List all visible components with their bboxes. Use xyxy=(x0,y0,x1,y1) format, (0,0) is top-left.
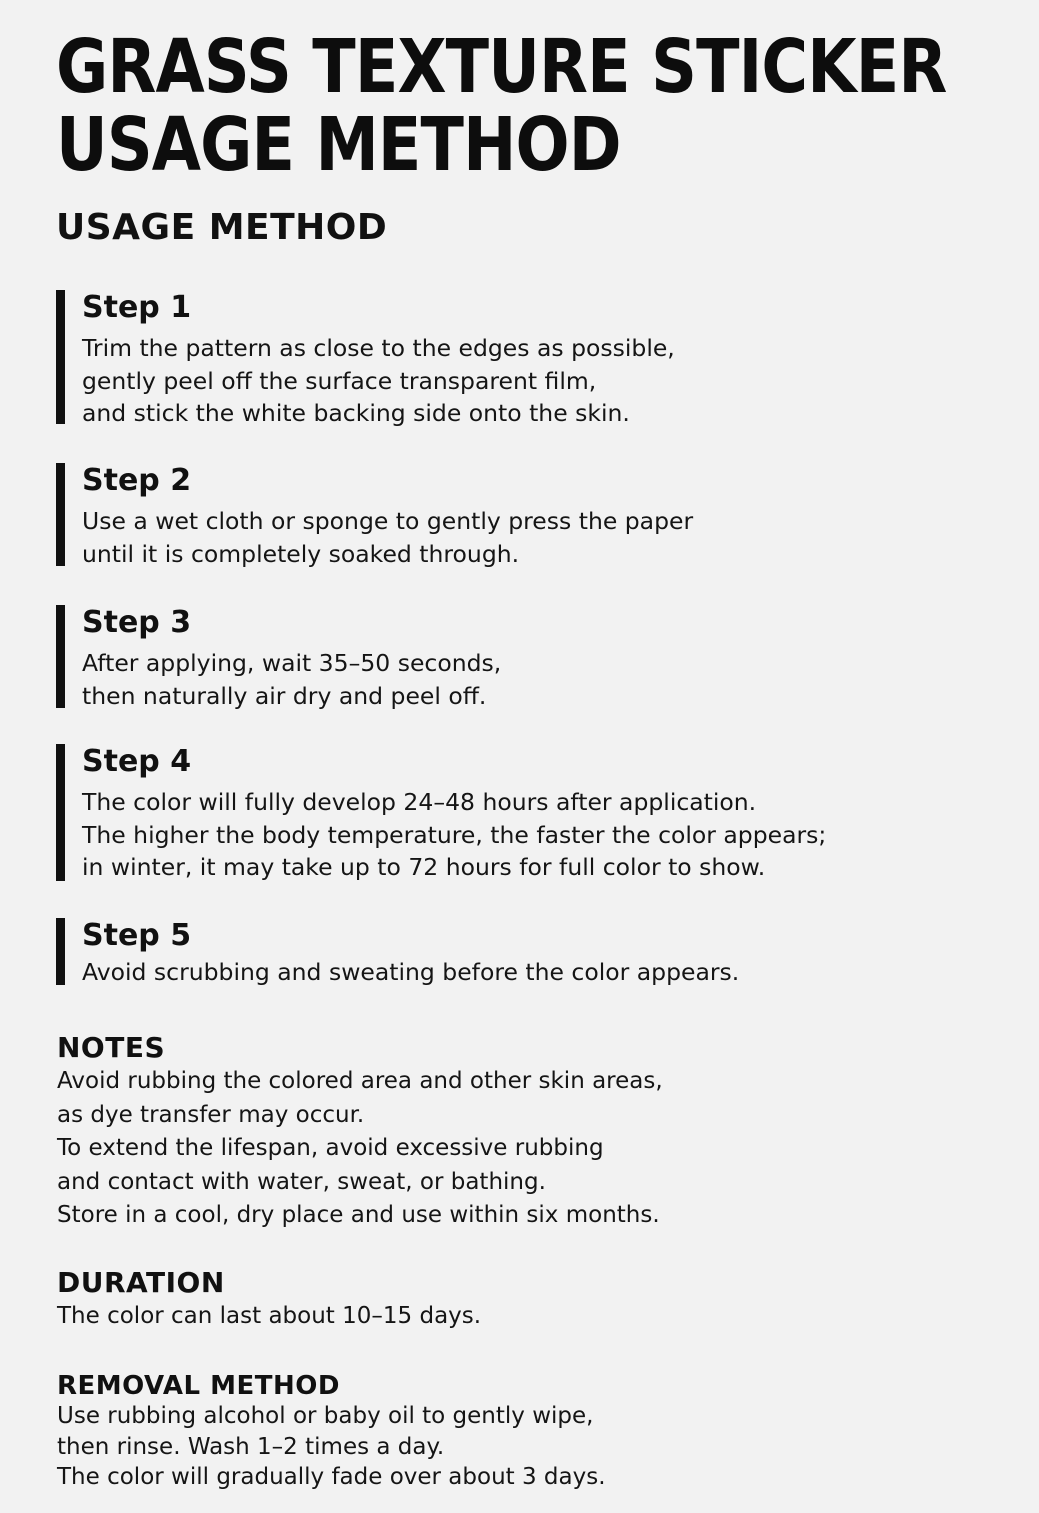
notes-heading: NOTES xyxy=(57,1031,166,1064)
removal-line: The color will gradually fade over about 3 days. xyxy=(57,1464,606,1490)
step-1-accent-bar xyxy=(56,290,65,424)
step-4-text xyxy=(82,786,826,884)
step-1-text xyxy=(82,332,675,430)
step-3 xyxy=(56,605,956,709)
step-2-accent-bar xyxy=(56,463,65,566)
step-3-line: After applying, wait 35–50 seconds, xyxy=(82,649,502,677)
step-4-line: The color will fully develop 24–48 hours after application. xyxy=(82,788,757,816)
step-2 xyxy=(56,463,956,567)
step-4-title: Step 4 xyxy=(82,744,192,779)
notes-line: Store in a cool, dry place and use within six months. xyxy=(57,1202,660,1228)
notes-line: Avoid rubbing the colored area and other skin areas, xyxy=(57,1068,663,1094)
step-2-line: until it is completely soaked through. xyxy=(82,539,520,568)
step-3-title: Step 3 xyxy=(82,605,192,640)
removal-heading: REMOVAL METHOD xyxy=(57,1371,340,1401)
step-2-line: Use a wet cloth or sponge to gently press the paper xyxy=(82,507,694,535)
step-3-accent-bar xyxy=(56,605,65,708)
usage-method-heading: USAGE METHOD xyxy=(56,207,388,248)
step-1-title: Step 1 xyxy=(82,290,192,325)
step-5 xyxy=(56,918,956,986)
notes-line: and contact with water, sweat, or bathing. xyxy=(57,1168,546,1195)
step-1 xyxy=(56,290,956,426)
removal-section xyxy=(57,1369,957,1493)
step-5-text xyxy=(82,956,739,989)
step-1-line: and stick the white backing side onto the skin. xyxy=(82,399,630,427)
page-title xyxy=(56,24,947,188)
step-2-title: Step 2 xyxy=(82,463,192,498)
notes-line: as dye transfer may occur. xyxy=(57,1101,365,1128)
step-3-text xyxy=(82,647,501,712)
step-5-accent-bar xyxy=(56,918,65,985)
duration-heading: DURATION xyxy=(57,1266,225,1299)
step-4-line: The higher the body temperature, the faster the color appears; xyxy=(82,820,827,849)
step-4-accent-bar xyxy=(56,744,65,881)
step-5-line: Avoid scrubbing and sweating before the color appears. xyxy=(82,958,740,986)
notes-line: To extend the lifespan, avoid excessive rubbing xyxy=(57,1135,604,1161)
duration-line: The color can last about 10–15 days. xyxy=(57,1303,482,1329)
duration-text xyxy=(57,1300,957,1334)
step-4 xyxy=(56,744,956,882)
removal-line: Use rubbing alcohol or baby oil to gently wipe, xyxy=(57,1403,594,1429)
notes-text xyxy=(57,1065,957,1233)
page-title-line-1: GRASS TEXTURE STICKER xyxy=(56,24,947,110)
removal-text xyxy=(57,1401,957,1493)
step-4-line: in winter, it may take up to 72 hours for full color to show. xyxy=(82,853,766,881)
step-3-line: then naturally air dry and peel off. xyxy=(82,681,487,710)
page-title-line-2: USAGE METHOD xyxy=(56,102,621,188)
step-5-title: Step 5 xyxy=(82,918,192,953)
step-1-line: Trim the pattern as close to the edges as possible, xyxy=(82,334,675,362)
step-2-text xyxy=(82,505,693,570)
step-1-line: gently peel off the surface transparent film, xyxy=(82,366,597,395)
notes-section xyxy=(57,1031,957,1233)
removal-line: then rinse. Wash 1–2 times a day. xyxy=(57,1433,445,1460)
duration-section xyxy=(57,1266,957,1334)
